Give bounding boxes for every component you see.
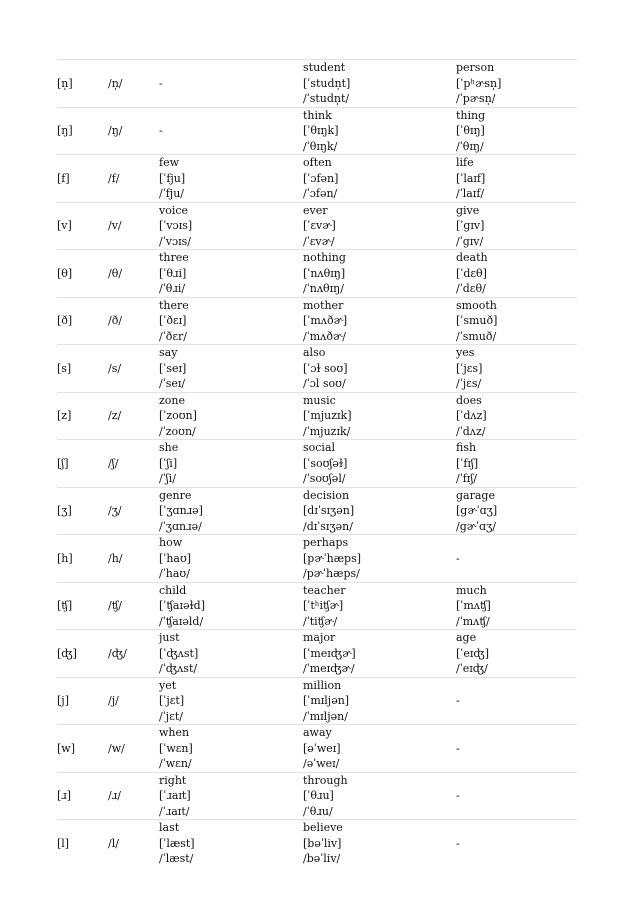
example-cell-2: [303, 202, 456, 250]
table-row: [57, 250, 577, 298]
empty-marker: -: [159, 124, 163, 137]
example-narrow-transcription: [ˈfju]: [159, 171, 186, 185]
example-broad-transcription: /ˈmjuzɪk/: [303, 424, 351, 438]
phoneme-cell: /w/: [108, 741, 125, 755]
example-word: when: [159, 726, 190, 739]
example-cell-3: [456, 582, 577, 630]
example-narrow-transcription: [ˈsoʊʃəɫ]: [303, 456, 348, 470]
example-narrow-transcription: [ˈstudn̩t]: [303, 76, 351, 90]
example-cell-2: [303, 155, 456, 203]
table-row: [57, 820, 577, 867]
example-narrow-transcription: [ˈθɹi]: [159, 266, 187, 280]
example-word: voice: [159, 203, 189, 217]
example-cell-1: [159, 772, 303, 820]
example-narrow-transcription: [ˈɔfən]: [303, 171, 339, 185]
example-word: last: [159, 821, 180, 834]
phone-symbol-cell: [l]: [57, 836, 70, 850]
example-narrow-transcription: [ˈlaɪf]: [456, 171, 486, 185]
example-broad-transcription: /ˈfɪʃ/: [456, 472, 478, 485]
example-narrow-transcription: [ˈzoʊn]: [159, 409, 197, 422]
example-narrow-transcription: [ˈhaʊ]: [159, 551, 192, 565]
example-narrow-transcription: [ˈsmuð]: [456, 314, 498, 327]
phoneme-cell: /h/: [108, 551, 123, 565]
example-cell-1: [159, 820, 303, 867]
example-cell-3: [456, 297, 577, 345]
example-word: also: [303, 346, 326, 359]
phoneme-cell: /z/: [108, 409, 122, 422]
example-narrow-transcription: [əˈweɪ]: [303, 741, 341, 755]
empty-marker: -: [159, 76, 163, 90]
example-broad-transcription: /əˈweɪ/: [303, 757, 340, 770]
empty-marker: -: [456, 551, 460, 565]
example-cell-3: [456, 155, 577, 203]
example-narrow-transcription: [ˈwɛn]: [159, 741, 193, 755]
table-row: [57, 725, 577, 773]
example-broad-transcription: /ˈɔl soʊ/: [303, 377, 346, 390]
example-narrow-transcription: [ˈlæst]: [159, 836, 195, 850]
example-broad-transcription: /ˈfju/: [159, 187, 185, 200]
table-row: [57, 107, 577, 155]
phoneme-cell: /ŋ/: [108, 124, 123, 137]
example-narrow-transcription: [ˈjɛt]: [159, 694, 185, 707]
empty-marker: -: [456, 789, 460, 802]
phoneme-cell: /n̩/: [108, 76, 123, 90]
example-cell-2: [303, 630, 456, 678]
phoneme-cell: /ɹ/: [108, 789, 121, 802]
example-broad-transcription: /ˈlaɪf/: [456, 187, 485, 200]
example-cell-2: [303, 487, 456, 535]
phoneme-cell: /l/: [108, 836, 119, 850]
example-word: just: [159, 631, 180, 644]
example-cell-1: [159, 297, 303, 345]
example-word: person: [456, 61, 495, 74]
phoneme-cell: /ʃ/: [108, 456, 119, 470]
empty-marker: -: [456, 694, 460, 707]
example-word: zone: [159, 393, 186, 407]
example-word: ever: [303, 203, 328, 217]
example-word: she: [159, 441, 179, 454]
example-narrow-transcription: [ˈmjuzɪk]: [303, 409, 352, 422]
example-word: music: [303, 393, 336, 407]
empty-marker: -: [456, 741, 460, 755]
example-cell-2: [303, 345, 456, 393]
example-word: teacher: [303, 583, 346, 597]
example-cell-2: [303, 535, 456, 583]
example-cell-1: [159, 202, 303, 250]
example-broad-transcription: /ˈɔfən/: [303, 187, 338, 200]
example-word: major: [303, 631, 336, 644]
example-broad-transcription: /ˈmʌðɚ/: [303, 329, 346, 343]
example-broad-transcription: /ˈmɪljən/: [303, 709, 348, 723]
example-cell-1: [159, 250, 303, 298]
table-row: [57, 392, 577, 440]
example-narrow-transcription: [ˈðɛɪ]: [159, 314, 187, 327]
phone-symbol-cell: [ɹ]: [57, 789, 72, 802]
example-cell-1: [159, 630, 303, 678]
example-word: mother: [303, 298, 344, 312]
example-narrow-transcription: [ˈdɛθ]: [456, 266, 487, 280]
example-cell-3: [456, 202, 577, 250]
example-cell-1: [159, 487, 303, 535]
example-cell-1: [159, 677, 303, 725]
table-row: [57, 487, 577, 535]
example-broad-transcription: /bəˈliv/: [303, 852, 341, 865]
example-narrow-transcription: [ˈmeɪʤɚ]: [303, 646, 356, 660]
table-row: [57, 345, 577, 393]
example-cell-3: [456, 107, 577, 155]
phone-symbol-cell: [v]: [57, 219, 72, 232]
example-cell-3: [456, 250, 577, 298]
ipa-consonant-table: [57, 59, 577, 867]
example-cell-3: [456, 677, 577, 725]
example-broad-transcription: /ˈeɪʤ/: [456, 662, 488, 675]
example-cell-3: [456, 345, 577, 393]
phoneme-cell: /s/: [108, 361, 122, 375]
example-narrow-transcription: [ˈpʰɚsn̩]: [456, 76, 502, 90]
example-cell-3: [456, 392, 577, 440]
example-broad-transcription: /ˈsmuð/: [456, 329, 497, 343]
example-narrow-transcription: [ˈdʌz]: [456, 409, 487, 422]
phone-symbol-cell: [ð]: [57, 314, 73, 327]
example-word: age: [456, 631, 477, 644]
example-cell-2: [303, 582, 456, 630]
example-cell-3: [456, 820, 577, 867]
example-cell-1: [159, 725, 303, 773]
example-narrow-transcription: [ˈθɪŋ]: [456, 124, 485, 137]
phone-symbol-cell: [w]: [57, 741, 75, 755]
table-row: [57, 202, 577, 250]
example-broad-transcription: /pɚˈhæps/: [303, 567, 360, 580]
example-broad-transcription: /ˈzoʊn/: [159, 424, 196, 438]
empty-marker: -: [456, 836, 460, 850]
example-broad-transcription: /ˈseɪ/: [159, 377, 186, 390]
example-broad-transcription: /ˈlæst/: [159, 852, 194, 865]
example-narrow-transcription: [ˈjɛs]: [456, 361, 483, 375]
example-narrow-transcription: [ˈmʌðɚ]: [303, 314, 348, 327]
example-broad-transcription: /ˈɛvɚ/: [303, 234, 335, 248]
example-broad-transcription: /ˈjɛs/: [456, 377, 482, 390]
example-word: fish: [456, 441, 477, 454]
example-broad-transcription: /ˈstudn̩t/: [303, 92, 350, 105]
phone-symbol-cell: [s]: [57, 361, 72, 375]
example-cell-2: [303, 392, 456, 440]
example-word: much: [456, 583, 487, 597]
example-narrow-transcription: [ˈʧaɪəɫd]: [159, 599, 205, 612]
example-cell-1: [159, 582, 303, 630]
table-row: [57, 630, 577, 678]
phone-symbol-cell: [n̩]: [57, 76, 73, 90]
example-word: say: [159, 346, 178, 359]
phoneme-cell: /j/: [108, 694, 119, 707]
example-broad-transcription: /ˈθɹi/: [159, 282, 186, 295]
example-broad-transcription: /ˈhaʊ/: [159, 567, 190, 580]
example-broad-transcription: /ˈvɔɪs/: [159, 234, 191, 248]
phone-symbol-cell: [ʧ]: [57, 599, 73, 612]
example-narrow-transcription: [ˈʃi]: [159, 456, 178, 470]
example-word: think: [303, 108, 332, 122]
example-broad-transcription: /ˈmeɪʤɚ/: [303, 662, 355, 675]
example-narrow-transcription: [ˈnʌθɪŋ]: [303, 266, 346, 280]
example-word: life: [456, 156, 474, 169]
example-broad-transcription: /ˈwɛn/: [159, 757, 192, 770]
phone-symbol-cell: [ʒ]: [57, 504, 72, 517]
example-cell-3: [456, 60, 577, 108]
example-cell-2: [303, 107, 456, 155]
example-word: social: [303, 441, 336, 454]
phone-symbol-cell: [f]: [57, 171, 70, 185]
example-cell-1: [159, 155, 303, 203]
example-narrow-transcription: [ˈmʌʧ]: [456, 599, 491, 612]
phone-symbol-cell: [ʃ]: [57, 456, 69, 470]
example-word: yes: [456, 346, 475, 359]
table-row: [57, 440, 577, 488]
example-word: student: [303, 61, 346, 74]
phone-symbol-cell: [j]: [57, 694, 69, 707]
example-word: child: [159, 583, 187, 597]
example-cell-3: [456, 772, 577, 820]
example-word: away: [303, 726, 332, 739]
phoneme-cell: /v/: [108, 219, 122, 232]
example-narrow-transcription: [ˈɔɫ soʊ]: [303, 361, 348, 375]
phoneme-cell: /θ/: [108, 266, 123, 280]
example-word: does: [456, 393, 482, 407]
example-narrow-transcription: [ˈθɹu]: [303, 789, 334, 802]
table-row: [57, 297, 577, 345]
example-word: death: [456, 251, 488, 264]
example-broad-transcription: /ˈðɛr/: [159, 329, 188, 343]
example-broad-transcription: /ˈʒɑnɹə/: [159, 519, 202, 533]
example-broad-transcription: /gɚˈɑʒ/: [456, 519, 497, 533]
phone-symbol-cell: [z]: [57, 409, 72, 422]
example-broad-transcription: /ˈdʌz/: [456, 424, 486, 438]
example-narrow-transcription: [ˈfɪʃ]: [456, 456, 479, 470]
example-word: right: [159, 773, 187, 787]
example-word: genre: [159, 488, 192, 502]
example-broad-transcription: /ˈθɪŋ/: [456, 139, 484, 153]
example-word: give: [456, 203, 480, 217]
example-cell-3: [456, 487, 577, 535]
example-word: few: [159, 156, 179, 169]
example-broad-transcription: /ˈdɛθ/: [456, 282, 486, 295]
phone-symbol-cell: [ʤ]: [57, 646, 77, 660]
example-word: believe: [303, 821, 343, 834]
example-cell-3: [456, 535, 577, 583]
example-cell-3: [456, 630, 577, 678]
example-cell-2: [303, 250, 456, 298]
example-broad-transcription: /ˈʧaɪəld/: [159, 614, 204, 628]
example-cell-1: [159, 107, 303, 155]
example-broad-transcription: /ˈɹaɪt/: [159, 804, 190, 818]
table-row: [57, 677, 577, 725]
phoneme-cell: /f/: [108, 171, 120, 185]
example-cell-2: [303, 725, 456, 773]
example-broad-transcription: /ˈjɛt/: [159, 709, 183, 723]
phone-symbol-cell: [ŋ]: [57, 124, 73, 137]
example-word: often: [303, 156, 332, 169]
example-word: nothing: [303, 251, 346, 264]
example-broad-transcription: /ˈnʌθɪŋ/: [303, 282, 344, 295]
example-cell-1: [159, 60, 303, 108]
table-body: [57, 60, 577, 867]
example-word: garage: [456, 488, 495, 502]
example-cell-1: [159, 392, 303, 440]
example-narrow-transcription: [gɚˈɑʒ]: [456, 504, 498, 517]
example-cell-1: [159, 440, 303, 488]
example-narrow-transcription: [ˈvɔɪs]: [159, 219, 193, 232]
phoneme-cell: /ʤ/: [108, 646, 127, 660]
example-broad-transcription: /ˈmʌʧ/: [456, 614, 490, 628]
example-word: thing: [456, 108, 486, 122]
phoneme-cell: /ʧ/: [108, 599, 122, 612]
phone-symbol-cell: [h]: [57, 551, 73, 565]
example-narrow-transcription: [ˈgɪv]: [456, 219, 485, 232]
example-cell-2: [303, 677, 456, 725]
example-broad-transcription: /ˈtiʧɚ/: [303, 614, 338, 628]
example-narrow-transcription: [pɚˈhæps]: [303, 551, 362, 565]
table-row: [57, 772, 577, 820]
example-narrow-transcription: [ˈseɪ]: [159, 361, 187, 375]
phone-symbol-cell: [θ]: [57, 266, 73, 280]
example-narrow-transcription: [bəˈliv]: [303, 836, 342, 850]
example-word: there: [159, 298, 189, 312]
example-broad-transcription: /ˈsoʊʃəl/: [303, 472, 346, 485]
example-narrow-transcription: [ˈɛvɚ]: [303, 219, 336, 232]
example-cell-1: [159, 345, 303, 393]
example-narrow-transcription: [ˈmɪljən]: [303, 694, 350, 707]
example-cell-3: [456, 440, 577, 488]
example-word: million: [303, 678, 342, 692]
example-broad-transcription: /ˈθɹu/: [303, 804, 333, 818]
example-broad-transcription: /ˈgɪv/: [456, 234, 484, 248]
example-broad-transcription: /ˈʃi/: [159, 472, 176, 485]
example-word: yet: [159, 678, 177, 692]
phoneme-cell: /ʒ/: [108, 504, 122, 517]
table-row: [57, 535, 577, 583]
example-narrow-transcription: [ˈtʰiʧɚ]: [303, 599, 344, 612]
example-narrow-transcription: [ˈeɪʤ]: [456, 646, 489, 660]
table-row: [57, 582, 577, 630]
table-row: [57, 155, 577, 203]
example-broad-transcription: /ˈʤʌst/: [159, 662, 198, 675]
example-cell-2: [303, 440, 456, 488]
example-word: three: [159, 251, 189, 264]
example-broad-transcription: /ˈpɚsn̩/: [456, 92, 496, 105]
example-cell-3: [456, 725, 577, 773]
example-word: smooth: [456, 298, 497, 312]
example-cell-1: [159, 535, 303, 583]
example-narrow-transcription: [ˈɹaɪt]: [159, 789, 191, 802]
example-cell-2: [303, 820, 456, 867]
example-broad-transcription: /ˈθɪŋk/: [303, 139, 338, 153]
example-narrow-transcription: [ˈθɪŋk]: [303, 124, 339, 137]
example-cell-2: [303, 297, 456, 345]
example-broad-transcription: /dɪˈsɪʒən/: [303, 519, 353, 533]
example-word: how: [159, 536, 183, 549]
example-cell-2: [303, 772, 456, 820]
example-cell-2: [303, 60, 456, 108]
example-word: perhaps: [303, 536, 349, 549]
example-narrow-transcription: [ˈʤʌst]: [159, 646, 199, 660]
example-narrow-transcription: [ˈʒɑnɹə]: [159, 504, 203, 517]
example-word: through: [303, 773, 348, 787]
table-row: [57, 60, 577, 108]
example-word: decision: [303, 488, 350, 502]
phoneme-cell: /ð/: [108, 314, 123, 327]
example-narrow-transcription: [dɪˈsɪʒən]: [303, 504, 355, 517]
